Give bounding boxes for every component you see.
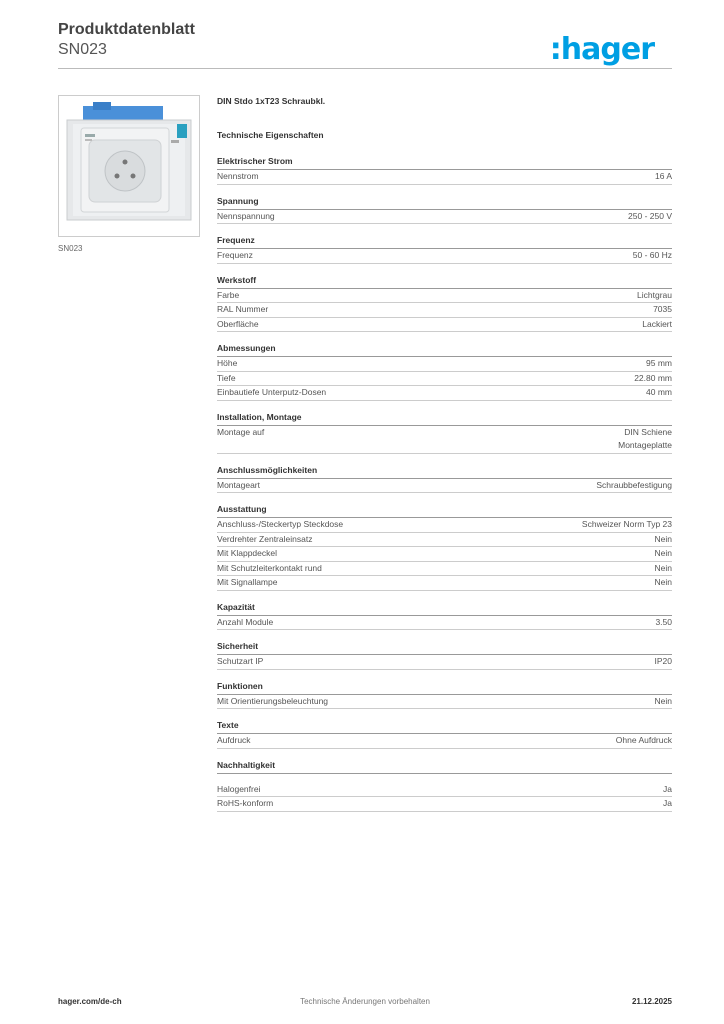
spec-value: 3.50 bbox=[655, 616, 672, 627]
spec-row bbox=[217, 616, 672, 631]
image-caption: SN023 bbox=[58, 244, 83, 253]
spec-label: Montage auf bbox=[217, 426, 265, 437]
footer-disclaimer: Technische Änderungen vorbehalten bbox=[300, 997, 430, 1006]
spec-value bbox=[618, 426, 672, 453]
footer-website-link[interactable]: hager.com/de-ch bbox=[58, 997, 122, 1006]
spec-value: 40 mm bbox=[646, 387, 672, 397]
group-capacity bbox=[217, 602, 672, 631]
document-title: Produktdatenblatt bbox=[58, 21, 195, 38]
group-title: Ausstattung bbox=[217, 504, 672, 518]
group-texts bbox=[217, 720, 672, 749]
spec-label: Montageart bbox=[217, 479, 260, 490]
spec-row bbox=[217, 289, 672, 304]
spec-value: Nein bbox=[654, 533, 672, 544]
socket-illustration bbox=[59, 96, 199, 236]
spec-value-line: Montageplatte bbox=[618, 440, 672, 450]
group-voltage bbox=[217, 196, 672, 225]
spec-row bbox=[217, 533, 672, 548]
specs-heading: Technische Eigenschaften bbox=[217, 130, 324, 140]
spec-label: Einbautiefe Unterputz-Dosen bbox=[217, 387, 327, 397]
spec-value: Nein bbox=[654, 695, 672, 706]
spec-value: 7035 bbox=[653, 304, 672, 314]
spec-label: Anschluss-/Steckertyp Steckdose bbox=[217, 519, 344, 529]
spec-value: Schweizer Norm Typ 23 bbox=[581, 519, 672, 529]
group-title: Abmessungen bbox=[217, 343, 672, 357]
group-safety bbox=[217, 641, 672, 670]
spec-row bbox=[217, 372, 672, 387]
spec-label: RoHS-konform bbox=[217, 798, 274, 808]
group-material bbox=[217, 275, 672, 333]
group-dimensions bbox=[217, 343, 672, 401]
spec-row bbox=[217, 783, 672, 798]
group-electric-current bbox=[217, 156, 672, 185]
spec-label: Farbe bbox=[217, 289, 240, 300]
spec-value-line: DIN Schiene bbox=[624, 426, 672, 437]
group-title: Nachhaltigkeit bbox=[217, 760, 672, 774]
spec-value: Ja bbox=[663, 783, 672, 794]
group-title: Anschlussmöglichkeiten bbox=[217, 465, 672, 479]
group-title: Funktionen bbox=[217, 681, 672, 695]
spec-label: Mit Klappdeckel bbox=[217, 548, 278, 558]
spec-row bbox=[217, 318, 672, 333]
spec-row bbox=[217, 655, 672, 670]
spec-value: Ja bbox=[663, 798, 672, 808]
spec-label: Nennstrom bbox=[217, 171, 259, 181]
spec-label: RAL Nummer bbox=[217, 304, 269, 314]
spec-label: Nennspannung bbox=[217, 210, 275, 221]
group-title: Werkstoff bbox=[217, 275, 672, 289]
spec-row bbox=[217, 426, 672, 454]
spec-row bbox=[217, 547, 672, 562]
group-title: Kapazität bbox=[217, 602, 672, 616]
spec-row bbox=[217, 562, 672, 577]
product-name: DIN Stdo 1xT23 Schraubkl. bbox=[217, 96, 326, 106]
spec-value: Lackiert bbox=[642, 318, 672, 329]
spec-label: Mit Schutzleiterkontakt rund bbox=[217, 562, 322, 573]
group-equipment bbox=[217, 504, 672, 591]
spec-value: Lichtgrau bbox=[637, 289, 672, 300]
spec-row bbox=[217, 210, 672, 225]
header-divider bbox=[58, 68, 672, 69]
page-footer bbox=[58, 997, 672, 1009]
group-sustainability bbox=[217, 760, 672, 812]
spec-label: Mit Orientierungsbeleuchtung bbox=[217, 695, 329, 706]
spec-label: Verdrehter Zentraleinsatz bbox=[217, 533, 313, 544]
footer-date: 21.12.2025 bbox=[631, 997, 672, 1006]
spec-value: Nein bbox=[654, 577, 672, 587]
spec-value: Nein bbox=[654, 548, 672, 558]
group-functions bbox=[217, 681, 672, 710]
product-code: SN023 bbox=[58, 41, 107, 58]
spec-row bbox=[217, 576, 672, 591]
spec-row bbox=[217, 797, 672, 812]
group-title: Sicherheit bbox=[217, 641, 672, 655]
group-title: Texte bbox=[217, 720, 672, 734]
group-installation bbox=[217, 412, 672, 454]
spec-label: Tiefe bbox=[217, 372, 236, 383]
spec-row bbox=[217, 249, 672, 264]
spec-value: 16 A bbox=[654, 171, 672, 181]
spec-value: 250 - 250 V bbox=[628, 210, 672, 221]
spec-value: Nein bbox=[654, 562, 672, 573]
spec-row bbox=[217, 386, 672, 401]
spec-row bbox=[217, 695, 672, 710]
spec-row bbox=[217, 357, 672, 372]
spec-row bbox=[217, 303, 672, 318]
spec-row bbox=[217, 734, 672, 749]
spec-label: Oberfläche bbox=[217, 318, 259, 329]
spec-value: 95 mm bbox=[646, 358, 672, 368]
spec-value: 50 - 60 Hz bbox=[632, 250, 672, 260]
group-title: Installation, Montage bbox=[217, 412, 672, 426]
spec-label: Schutzart IP bbox=[217, 656, 264, 666]
page-header bbox=[58, 20, 672, 67]
spec-label: Höhe bbox=[217, 358, 238, 368]
spec-section bbox=[217, 96, 672, 823]
spec-row bbox=[217, 479, 672, 494]
spec-value: 22.80 mm bbox=[634, 372, 672, 383]
group-title: Spannung bbox=[217, 196, 672, 210]
spec-label: Frequenz bbox=[217, 250, 253, 260]
product-image bbox=[58, 95, 200, 237]
spec-label: Halogenfrei bbox=[217, 783, 261, 794]
group-title: Frequenz bbox=[217, 235, 672, 249]
spec-row bbox=[217, 170, 672, 185]
spec-value: Schraubbefestigung bbox=[596, 479, 672, 490]
spec-value: IP20 bbox=[654, 656, 672, 666]
group-connection bbox=[217, 465, 672, 494]
hager-logo: :hager bbox=[549, 32, 654, 67]
spec-row bbox=[217, 518, 672, 533]
spec-label: Anzahl Module bbox=[217, 616, 274, 627]
spec-value: Ohne Aufdruck bbox=[615, 735, 672, 745]
group-frequency bbox=[217, 235, 672, 264]
spec-label: Mit Signallampe bbox=[217, 577, 278, 587]
group-title: Elektrischer Strom bbox=[217, 156, 672, 170]
spec-label: Aufdruck bbox=[217, 735, 251, 745]
